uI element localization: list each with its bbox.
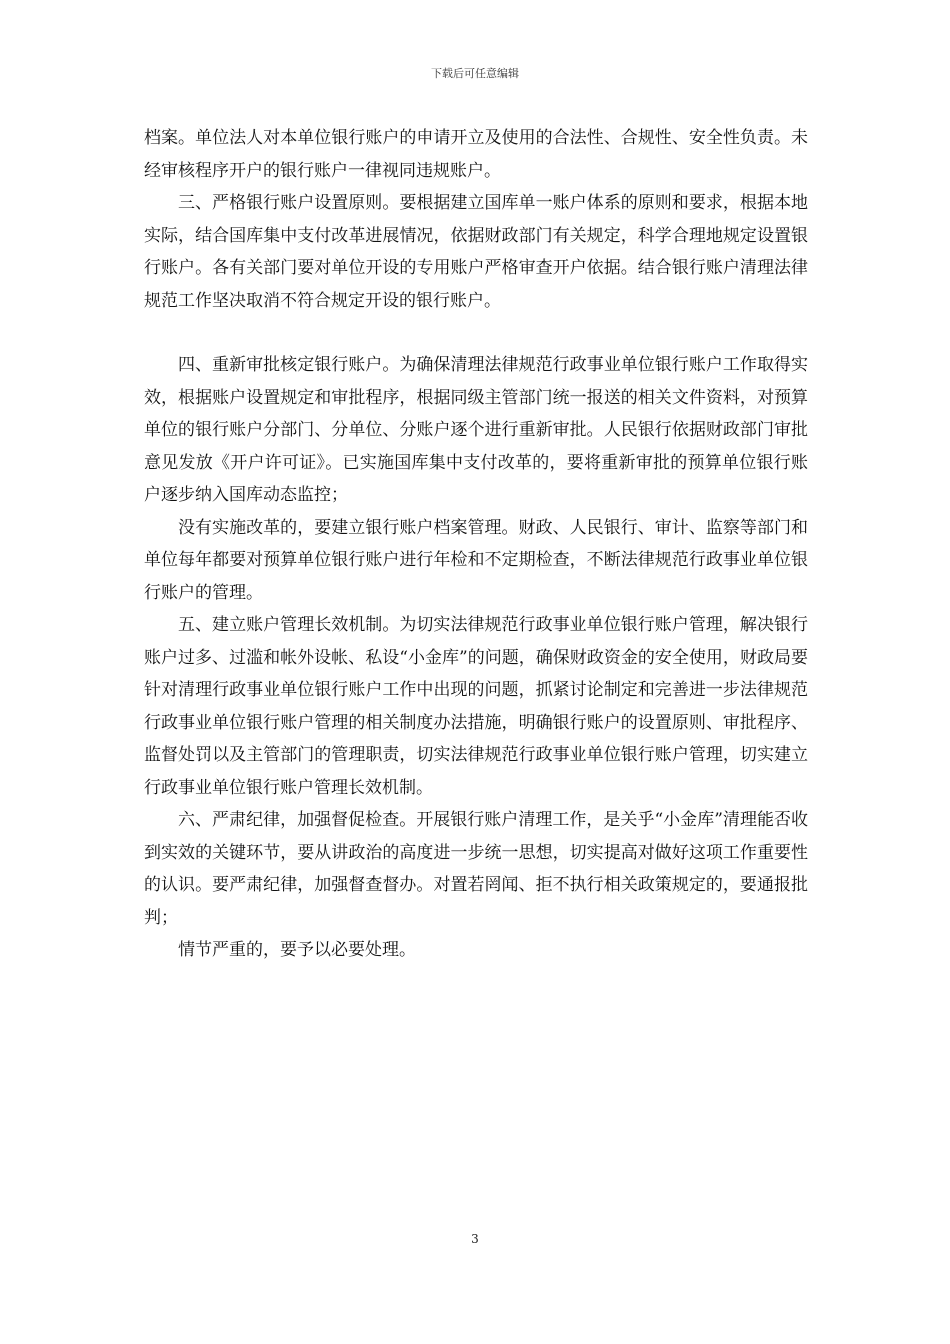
paragraph-5: 五、建立账户管理长效机制。为切实法律规范行政事业单位银行账户管理，解决银行账户过多、过滥和帐外设帐、私设“小金库”的问题，确保财政资金的安全使用，财政局要针对清理行政事业单位银行账户工作中出现的问题，抓紧讨论制定和完善进一步法律规范行政事业单位银行账户管理的相关制度办法措施，明确银行账户的设置原则、审批程序、监督处罚以及主管部门的管理职责，切实法律规范行政事业单位银行账户管理，切实建立行政事业单位银行账户管理长效机制。 <box>144 615 808 798</box>
page-header <box>0 67 950 81</box>
paragraph-4: 没有实施改革的，要建立银行账户档案管理。财政、人民银行、审计、监察等部门和单位每年都要对预算单位银行账户进行年检和不定期检查，不断法律规范行政事业单位银行账户的管理。 <box>144 517 808 603</box>
page-footer <box>0 1232 950 1246</box>
paragraph-3: 四、重新审批核定银行账户。为确保清理法律规范行政事业单位银行账户工作取得实效，根据账户设置规定和审批程序，根据同级主管部门统一报送的相关文件资料，对预算单位的银行账户分部门、分单位、分账户逐个进行重新审批。人民银行依据财政部门审批意见发放《开户许可证》。已实施国库集中支付改革的，要将重新审批的预算单位银行账户逐步纳入国库动态监控； <box>144 355 808 505</box>
paragraph-2: 三、严格银行账户设置原则。要根据建立国库单一账户体系的原则和要求，根据本地实际，结合国库集中支付改革进展情况，依据财政部门有关规定，科学合理地规定设置银行账户。各有关部门要对单位开设的专用账户严格审查开户依据。结合银行账户清理法律规范工作坚决取消不符合规定开设的银行账户。 <box>144 193 808 311</box>
page-number: 3 <box>471 1232 479 1246</box>
paragraph-1: 档案。单位法人对本单位银行账户的申请开立及使用的合法性、合规性、安全性负责。未经审核程序开户的银行账户一律视同违规账户。 <box>144 128 808 181</box>
header-text: 下载后可任意编辑 <box>431 67 519 80</box>
paragraph-7: 情节严重的，要予以必要处理。 <box>178 940 416 960</box>
document-body <box>144 122 808 967</box>
paragraph-6: 六、严肃纪律，加强督促检查。开展银行账户清理工作，是关乎“小金库”清理能否收到实效的关键环节，要从讲政治的高度进一步统一思想，切实提高对做好这项工作重要性的认识。要严肃纪律，加强督查督办。对置若罔闻、拒不执行相关政策规定的，要通报批判； <box>144 810 808 928</box>
